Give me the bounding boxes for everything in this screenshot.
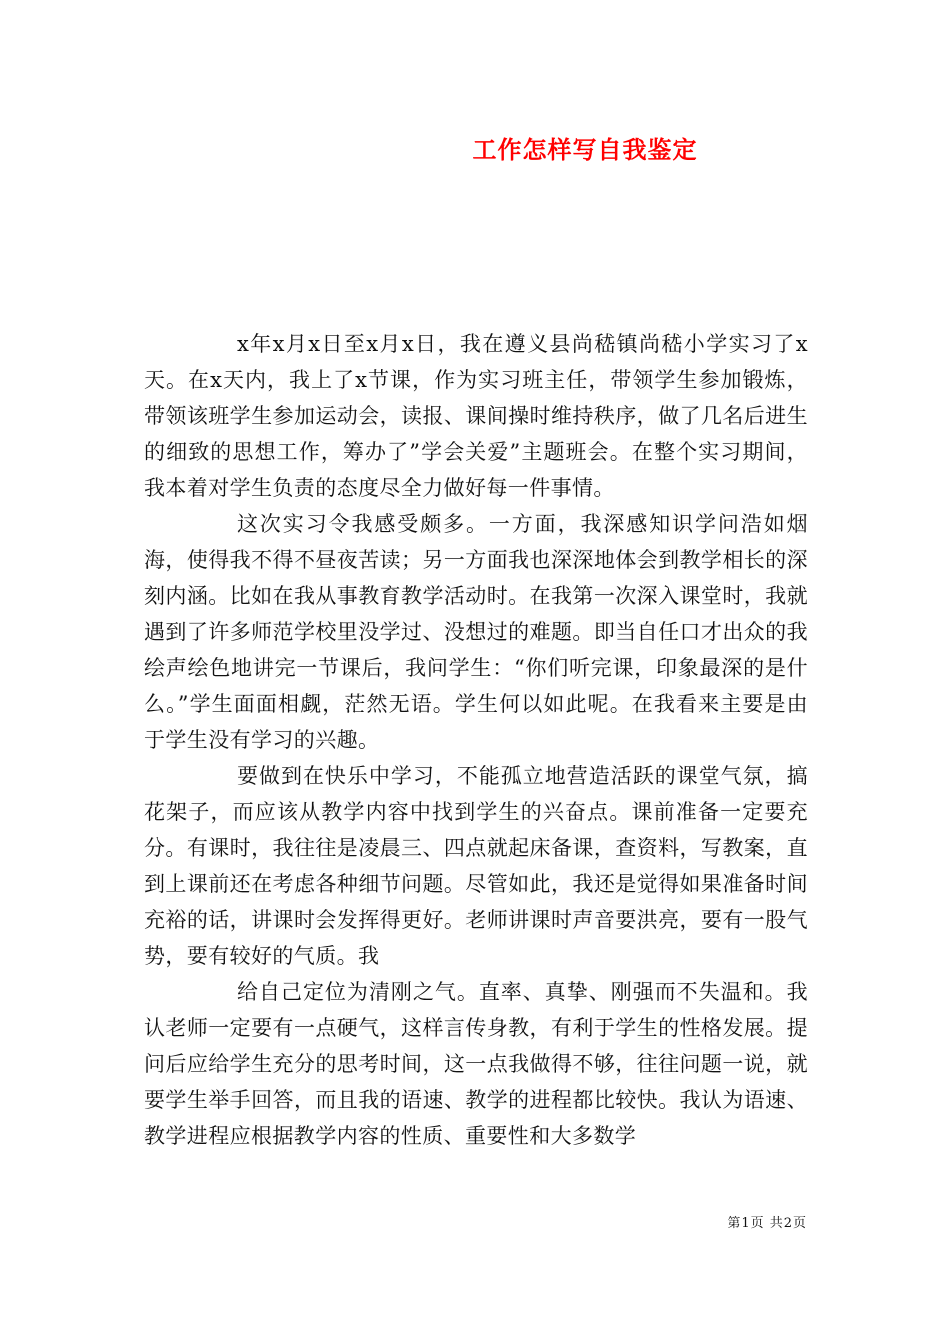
- page-number-footer: 第1页 共2页: [727, 1216, 807, 1231]
- document-body: [144, 326, 808, 1154]
- paragraph-4: 给自己定位为清刚之气。直率、真挚、刚强而不失温和。我认老师一定要有一点硬气，这样言传身教，有利于学生的性格发展。提问后应给学生充分的思考时间，这一点我做得不够，往往问题一说，就要学生举手回答，而且我的语速、教学的进程都比较快。我认为语速、教学进程应根据教学内容的性质、重要性和大多数学: [144, 980, 808, 1148]
- paragraph-1: x年x月x日至x月x日，我在遵义县尚嵇镇尚嵇小学实习了x天。在x天内，我上了x节课，作为实习班主任，带领学生参加锻炼，带领该班学生参加运动会，读报、课间操时维持秩序，做了几名后进生的细致的思想工作，筹办了”学会关爱”主题班会。在整个实习期间，我本着对学生负责的态度尽全力做好每一件事情。: [144, 332, 808, 500]
- paragraph-3: 要做到在快乐中学习，不能孤立地营造活跃的课堂气氛，搞花架子，而应该从教学内容中找到学生的兴奋点。课前准备一定要充分。有课时，我往往是凌晨三、四点就起床备课，查资料，写教案，直到上课前还在考虑各种细节问题。尽管如此，我还是觉得如果准备时间充裕的话，讲课时会发挥得更好。老师讲课时声音要洪亮，要有一股气势，要有较好的气质。我: [144, 764, 808, 968]
- document-title: 工作怎样写自我鉴定: [472, 135, 698, 164]
- paragraph-2: 这次实习令我感受颇多。一方面，我深感知识学问浩如烟海，使得我不得不昼夜苦读；另一方面我也深深地体会到教学相长的深刻内涵。比如在我从事教育教学活动时。在我第一次深入课堂时，我就遇到了许多师范学校里没学过、没想过的难题。即当自任口才出众的我绘声绘色地讲完一节课后，我问学生：“你们听完课，印象最深的是什么。”学生面面相觑，茫然无语。学生何以如此呢。在我看来主要是由于学生没有学习的兴趣。: [144, 512, 808, 752]
